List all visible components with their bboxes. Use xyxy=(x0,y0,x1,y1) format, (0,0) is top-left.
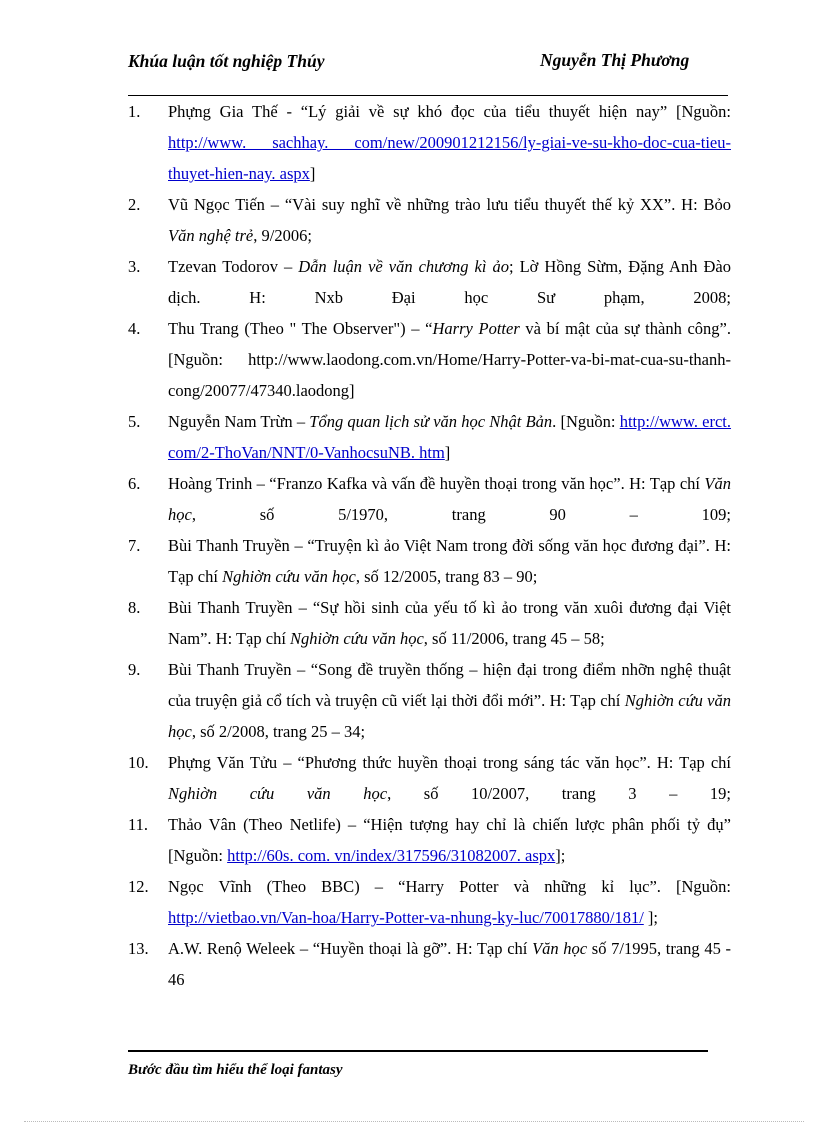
reference-item xyxy=(128,530,731,592)
reference-link[interactable]: http://www. erct. com/2-ThoVan/NNT/0-VanhocsuNB. htm xyxy=(168,412,732,462)
reference-segment: số 7/1995, trang 45 - 46 xyxy=(168,939,732,989)
reference-item xyxy=(128,933,731,995)
reference-title-italic: Harry Potter xyxy=(432,319,520,338)
reference-title-italic: Nghiờn cứu văn học xyxy=(290,629,424,648)
reference-number: 12. xyxy=(128,877,149,896)
reference-number: 7. xyxy=(128,536,141,555)
reference-text xyxy=(168,933,731,995)
reference-segment: Phựng Văn Tửu – “Phương thức huyền thoại trong sáng tác văn học”. H: Tạp chí xyxy=(168,753,731,772)
reference-item xyxy=(128,871,731,933)
page-footer xyxy=(128,1050,710,1079)
reference-text xyxy=(168,592,731,654)
reference-text xyxy=(168,747,731,809)
reference-number: 2. xyxy=(128,195,141,214)
reference-segment: Bùi Thanh Truyền – “Sự hồi sinh của yếu tố kì ảo trong văn xuôi đương đại Việt Nam”. H: Tạp chí xyxy=(168,598,731,648)
reference-list xyxy=(128,96,731,995)
reference-text xyxy=(168,809,731,871)
reference-item xyxy=(128,809,731,871)
reference-text xyxy=(168,654,731,747)
reference-segment: Phựng Gia Thế - “Lý giải về sự khó đọc của tiểu thuyết hiện nay” [Nguồn: xyxy=(168,102,731,121)
reference-segment: ]; xyxy=(555,846,566,865)
reference-title-italic: Nghiờn cứu văn học xyxy=(168,784,388,803)
reference-number: 3. xyxy=(128,257,141,276)
reference-link[interactable]: http://60s. com. vn/index/317596/31082007. aspx xyxy=(227,846,556,865)
reference-text xyxy=(168,530,731,592)
reference-number: 6. xyxy=(128,474,141,493)
reference-segment: Bùi Thanh Truyền – “Truyện kì ảo Việt Nam trong đời sống văn học đương đại”. H: Tạp chí xyxy=(168,536,731,586)
reference-title-italic: Văn học xyxy=(168,474,731,524)
header-author: Nguyễn Thị Phương xyxy=(540,50,690,70)
reference-text xyxy=(168,406,731,468)
reference-segment: ; Lờ Hồng Sừm, Đặng Anh Đào dịch. H: Nxb Đại học Sư phạm, 2008; xyxy=(168,257,731,307)
reference-text xyxy=(168,313,731,406)
page-bottom-border xyxy=(24,1121,804,1122)
reference-item xyxy=(128,592,731,654)
reference-segment: Thu Trang (Theo " The Observer") – “ xyxy=(168,319,433,338)
reference-segment: Tzevan Todorov – xyxy=(168,257,299,276)
reference-segment: . [Nguồn: xyxy=(552,412,620,431)
reference-number: 8. xyxy=(128,598,141,617)
reference-title-italic: Văn nghệ trẻ xyxy=(168,226,254,245)
reference-number: 4. xyxy=(128,319,141,338)
reference-link[interactable]: http://www. sachhay. com/new/200901212156/ly-giai-ve-su-kho-doc-cua-tieu-thuyet-hien-nay. aspx xyxy=(168,133,731,183)
reference-number: 13. xyxy=(128,939,149,958)
reference-title-italic: Tổng quan lịch sử văn học Nhật Bản xyxy=(309,412,553,431)
reference-item xyxy=(128,654,731,747)
reference-segment: , số 5/1970, trang 90 – 109; xyxy=(191,505,731,524)
reference-segment: , số 11/2006, trang 45 – 58; xyxy=(423,629,605,648)
reference-title-italic: Nghiờn cứu văn học xyxy=(168,691,732,741)
reference-link[interactable]: http://vietbao.vn/Van-hoa/Harry-Potter-va-nhung-ky-luc/70017880/181/ xyxy=(168,908,644,927)
reference-item xyxy=(128,251,731,313)
reference-segment: , số 10/2007, trang 3 – 19; xyxy=(387,784,731,803)
reference-segment: , số 2/2008, trang 25 – 34; xyxy=(191,722,366,741)
reference-item xyxy=(128,189,731,251)
reference-number: 10. xyxy=(128,753,149,772)
reference-text xyxy=(168,468,731,530)
reference-segment: ] xyxy=(309,164,316,183)
reference-item xyxy=(128,747,731,809)
reference-title-italic: Dẫn luận về văn chương kì ảo xyxy=(298,257,509,276)
reference-segment: và bí mật của sự thành công”. [Nguồn: http://www.laodong.com.vn/Home/Harry-Potter-va-bi-mat-cua-su-thanh-cong/20077/47340.laodong] xyxy=(168,319,732,400)
reference-number: 1. xyxy=(128,102,141,121)
reference-number: 9. xyxy=(128,660,141,679)
reference-title-italic: Nghiờn cứu văn học xyxy=(222,567,356,586)
reference-segment: Vũ Ngọc Tiến – “Vài suy nghĩ về những trào lưu tiểu thuyết thế kỷ XX”. H: Bỏo xyxy=(168,195,731,214)
footer-text: Bước đầu tìm hiểu thể loại fantasy xyxy=(128,1062,343,1078)
reference-segment: Ngọc Vĩnh (Theo BBC) – “Harry Potter và những kỉ lục”. [Nguồn: xyxy=(168,877,731,896)
reference-item xyxy=(128,406,731,468)
footer-divider xyxy=(128,1050,708,1052)
reference-number: 5. xyxy=(128,412,141,431)
reference-segment: Thảo Vân (Theo Netlife) – “Hiện tượng hay chỉ là chiến lược phân phối tỷ đụ” [Nguồn: xyxy=(168,815,731,865)
reference-text xyxy=(168,871,731,933)
reference-segment: A.W. Renộ Weleek – “Huyền thoại là gỡ”. H: Tạp chí xyxy=(168,939,533,958)
reference-segment: ] xyxy=(444,443,451,462)
reference-segment: Nguyễn Nam Trừn – xyxy=(168,412,310,431)
reference-item xyxy=(128,96,731,189)
reference-title-italic: Văn học xyxy=(532,939,588,958)
reference-segment: , số 12/2005, trang 83 – 90; xyxy=(355,567,538,586)
reference-segment: Bùi Thanh Truyền – “Song đề truyền thống – hiện đại trong điểm nhỡn nghệ thuật của truyện giả cổ tích và truyện cũ viết lại thời đổi mới”. H: Tạp chí xyxy=(168,660,731,710)
header-title-left: Khúa luận tốt nghiệp Thúy xyxy=(128,51,325,71)
reference-segment: , 9/2006; xyxy=(253,226,312,245)
reference-text xyxy=(168,251,731,313)
reference-text xyxy=(168,189,731,251)
reference-segment: ]; xyxy=(643,908,658,927)
reference-segment: Hoàng Trinh – “Franzo Kafka và vấn đề huyền thoại trong văn học”. H: Tạp chí xyxy=(168,474,705,493)
reference-number: 11. xyxy=(128,815,149,834)
reference-text xyxy=(168,96,731,189)
reference-item xyxy=(128,313,731,406)
page-header xyxy=(128,48,738,96)
reference-item xyxy=(128,468,731,530)
